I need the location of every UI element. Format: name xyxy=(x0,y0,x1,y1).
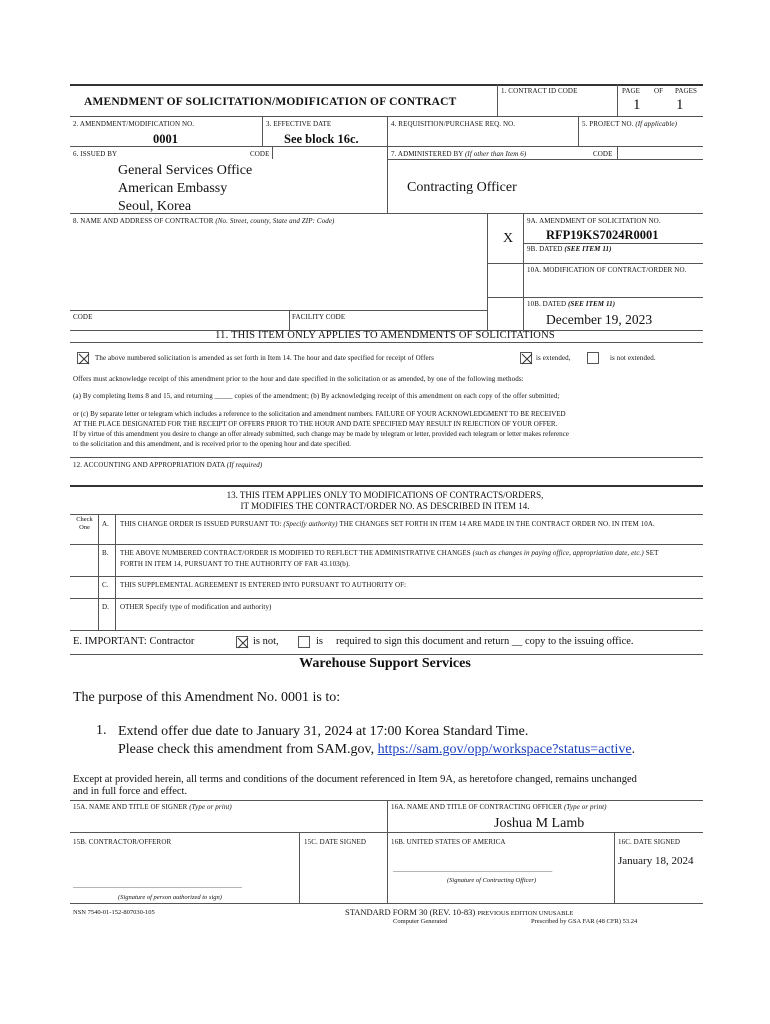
list-item-line2-prefix: Please check this amendment from SAM.gov, xyxy=(118,742,378,757)
contractor-offeror-label: 15B. CONTRACTOR/OFFEROR xyxy=(73,838,172,846)
facility-code-label: FACILITY CODE xyxy=(292,313,346,321)
contractor-signature-caption: (Signature of person authorized to sign) xyxy=(118,894,222,901)
check-one-label xyxy=(71,516,98,532)
subject-title: Warehouse Support Services xyxy=(299,656,471,671)
option-b-text-4: FORTH IN ITEM 14, PURSUANT TO THE AUTHORITY OF FAR 43.103(b). xyxy=(120,560,351,568)
item11-line3: (a) By completing Items 8 and 15, and returning _____ copies of the amendment; (b) By acknowledging receipt of this amendment on each copy of the offer submitted; xyxy=(73,392,560,400)
dated-9b-label xyxy=(527,245,612,254)
contractor-address-label-text: 8. NAME AND ADDRESS OF CONTRACTOR xyxy=(73,217,214,225)
except-paragraph xyxy=(73,774,703,798)
dated-10b-label-text: 10B. DATED xyxy=(527,300,567,308)
option-a-text-2: (Specify authority) xyxy=(283,520,338,528)
important-label: E. IMPORTANT: Contractor xyxy=(73,636,195,647)
option-d-letter: D. xyxy=(102,603,110,611)
option-d-text: OTHER Specify type of modification and authority) xyxy=(120,603,272,611)
solicitation-no-label: 9A. AMENDMENT OF SOLICITATION NO. xyxy=(527,217,661,225)
except-line1: Except at provided herein, all terms and conditions of the document referenced in Item 9A, as heretofore changed, remains unchanged xyxy=(73,774,637,785)
accounting-data-label-text: 12. ACCOUNTING AND APPROPRIATION DATA xyxy=(73,461,225,469)
signer-name-note: (Type or print) xyxy=(189,803,232,811)
officer-name-label xyxy=(391,803,607,812)
of-label: OF xyxy=(654,87,664,95)
issued-by-code-label: CODE xyxy=(250,150,270,158)
contract-id-label: 1. CONTRACT ID CODE xyxy=(501,87,578,95)
option-a-text-1: THIS CHANGE ORDER IS ISSUED PURSUANT TO: xyxy=(120,520,282,528)
signer-name-label-text: 15A. NAME AND TITLE OF SIGNER xyxy=(73,803,188,811)
officer-signature-caption: (Signature of Contracting Officer) xyxy=(447,877,537,884)
option-a-letter: A. xyxy=(102,520,110,528)
list-item-line2 xyxy=(118,741,635,759)
item11-heading: 11. THIS ITEM ONLY APPLIES TO AMENDMENTS OF SOLICITATIONS xyxy=(215,330,555,341)
option-c-text: THIS SUPPLEMENTAL AGREEMENT IS ENTERED INTO PURSUANT TO AUTHORITY OF: xyxy=(120,581,407,589)
important-rest: required to sign this document and return __ copy to the issuing office. xyxy=(336,636,634,647)
item11-line4b: AT THE PLACE DESIGNATED FOR THE RECEIPT OF OFFERS PRIOR TO THE HOUR AND DATE SPECIFIED MAY RESULT IN REJECTION OF YOUR OFFER. xyxy=(73,420,558,428)
project-no-label-text: 5. PROJECT NO. xyxy=(582,120,634,128)
effective-date-value: See block 16c. xyxy=(284,132,359,146)
item11-paragraph xyxy=(73,409,703,449)
accounting-data-label xyxy=(73,461,262,470)
option-b-text-2: (such as changes in paying office, appropriation date, etc.) xyxy=(472,549,644,557)
project-no-note: (If applicable) xyxy=(635,120,678,128)
amended-checkbox[interactable] xyxy=(77,352,89,364)
is-not-checkbox[interactable] xyxy=(236,636,248,648)
usa-label: 16B. UNITED STATES OF AMERICA xyxy=(391,838,506,846)
option-b-text xyxy=(120,549,700,558)
form-title: AMENDMENT OF SOLICITATION/MODIFICATION OF CONTRACT xyxy=(84,96,457,108)
page-value: 1 xyxy=(633,97,641,113)
dated-9b-label-text: 9B. DATED xyxy=(527,245,563,253)
list-item xyxy=(118,723,635,759)
amendment-no-value: 0001 xyxy=(153,132,178,146)
dated-10b-value: December 19, 2023 xyxy=(546,312,653,327)
amendment-no-label: 2. AMENDMENT/MODIFICATION NO. xyxy=(73,120,195,128)
project-no-label xyxy=(582,120,677,129)
contractor-code-label: CODE xyxy=(73,313,93,321)
page-label: PAGE xyxy=(622,87,641,95)
list-item-line1: Extend offer due date to January 31, 2024 at 17:00 Korea Standard Time. xyxy=(118,724,529,739)
extended-checkbox[interactable] xyxy=(520,352,532,364)
issued-by-line: Seoul, Korea xyxy=(118,199,192,214)
item13-heading xyxy=(0,490,770,512)
dated-9b-note: (SEE ITEM 11) xyxy=(564,245,612,253)
dated-10b-label xyxy=(527,300,615,309)
prescribed-by: Prescribed by GSA FAR (48 CFR) 53.24 xyxy=(531,918,638,925)
is-label: is xyxy=(316,636,324,647)
form-number-text: STANDARD FORM 30 (REV. 10-83) xyxy=(345,907,476,917)
form-number xyxy=(345,907,573,918)
item13-heading-line1: 13. THIS ITEM APPLIES ONLY TO MODIFICATIONS OF CONTRACTS/ORDERS, xyxy=(226,490,544,500)
administered-by-label xyxy=(391,150,526,159)
officer-name-note: (Type or print) xyxy=(563,803,607,811)
dated-10b-note: (SEE ITEM 11) xyxy=(567,300,616,308)
officer-signature-line: _________________________________________________ xyxy=(393,866,553,873)
item13-heading-line2: IT MODIFIES THE CONTRACT/ORDER NO. AS DESCRIBED IN ITEM 14. xyxy=(240,501,530,511)
contractor-address-label xyxy=(73,217,334,226)
administered-by-code-label: CODE xyxy=(593,150,613,158)
previous-edition: PREVIOUS EDITION UNUSABLE xyxy=(477,910,574,917)
check-x-icon xyxy=(78,353,90,365)
administered-by-note: (If other than Item 6) xyxy=(464,150,527,158)
is-checkbox[interactable] xyxy=(298,636,310,648)
contractor-address-note: (No. Street, county, State and ZIP: Code) xyxy=(215,217,335,225)
purpose-text: The purpose of this Amendment No. 0001 is to: xyxy=(73,690,341,705)
officer-date-label: 16C. DATE SIGNED xyxy=(618,838,681,846)
item11-line2: Offers must acknowledge receipt of this amendment prior to the hour and date specified in the solicitation or as amended, by one of the following methods: xyxy=(73,375,524,383)
sam-gov-link[interactable]: https://sam.gov/opp/workspace?status=active xyxy=(377,742,632,757)
administered-by-value: Contracting Officer xyxy=(407,180,517,195)
option-c-letter: C. xyxy=(102,581,109,589)
item11-line4c: If by virtue of this amendment you desire to change an offer already submitted, such change may be made by telegram or letter, provided each telegram or letter makes reference xyxy=(73,430,569,438)
solicitation-no-value: RFP19KS7024R0001 xyxy=(546,228,659,242)
option-b-text-1: THE ABOVE NUMBERED CONTRACT/ORDER IS MODIFIED TO REFLECT THE ADMINISTRATIVE CHANGES xyxy=(120,549,471,557)
contractor-signature-line: ____________________________________________________ xyxy=(73,882,242,889)
option-b-letter: B. xyxy=(102,549,109,557)
officer-date-value: January 18, 2024 xyxy=(618,855,694,867)
not-extended-label: is not extended. xyxy=(610,354,656,362)
list-item-number: 1. xyxy=(96,723,107,738)
administered-by-label-text: 7. ADMINISTERED BY xyxy=(391,150,464,158)
computer-generated: Computer Generated xyxy=(393,918,448,925)
signer-name-label xyxy=(73,803,232,812)
item11-line4a: or (c) By separate letter or telegram which includes a reference to the solicitation and amendment numbers. FAILURE OF YOUR ACKNOWLEDGMENT TO BE RECEIVED xyxy=(73,410,566,418)
effective-date-label: 3. EFFECTIVE DATE xyxy=(266,120,332,128)
except-line2: and in full force and effect. xyxy=(73,786,188,797)
requisition-label: 4. REQUISITION/PURCHASE REQ. NO. xyxy=(391,120,516,128)
officer-name-value: Joshua M Lamb xyxy=(494,816,585,831)
is-not-label: is not, xyxy=(253,636,279,647)
issued-by-address xyxy=(118,162,252,216)
list-item-line2-suffix: . xyxy=(631,742,636,757)
check-one-line1: Check xyxy=(76,516,93,523)
modification-no-label: 10A. MODIFICATION OF CONTRACT/ORDER NO. xyxy=(527,266,687,274)
item11-line1: The above numbered solicitation is amended as set forth in Item 14. The hour and date specified for receipt of Offers xyxy=(95,354,434,362)
item11-line4d: to the solicitation and this amendment, and is received prior to the opening hour and date specified. xyxy=(73,440,351,448)
accounting-data-note: (If required) xyxy=(226,461,263,469)
check-one-line2: One xyxy=(79,524,90,531)
extended-label: is extended, xyxy=(536,354,571,362)
option-a-text xyxy=(120,520,655,529)
option-a-text-3: THE CHANGES SET FORTH IN ITEM 14 ARE MADE IN THE CONTRACT ORDER NO. IN ITEM 10A. xyxy=(339,520,655,528)
contractor-date-label: 15C. DATE SIGNED xyxy=(304,838,367,846)
pages-value: 1 xyxy=(676,97,684,113)
amendment-x-mark: X xyxy=(503,231,514,246)
nsn-number: NSN 7540-01-152-807030-105 xyxy=(73,909,155,916)
issued-by-label: 6. ISSUED BY xyxy=(73,150,118,158)
issued-by-line: General Services Office xyxy=(118,163,253,178)
officer-name-label-text: 16A. NAME AND TITLE OF CONTRACTING OFFICER xyxy=(391,803,563,811)
pages-label: PAGES xyxy=(675,87,698,95)
option-b-text-3: SET xyxy=(645,549,659,557)
check-x-icon xyxy=(521,353,533,365)
check-x-icon xyxy=(237,637,249,649)
issued-by-line: American Embassy xyxy=(118,181,228,196)
not-extended-checkbox[interactable] xyxy=(587,352,599,364)
